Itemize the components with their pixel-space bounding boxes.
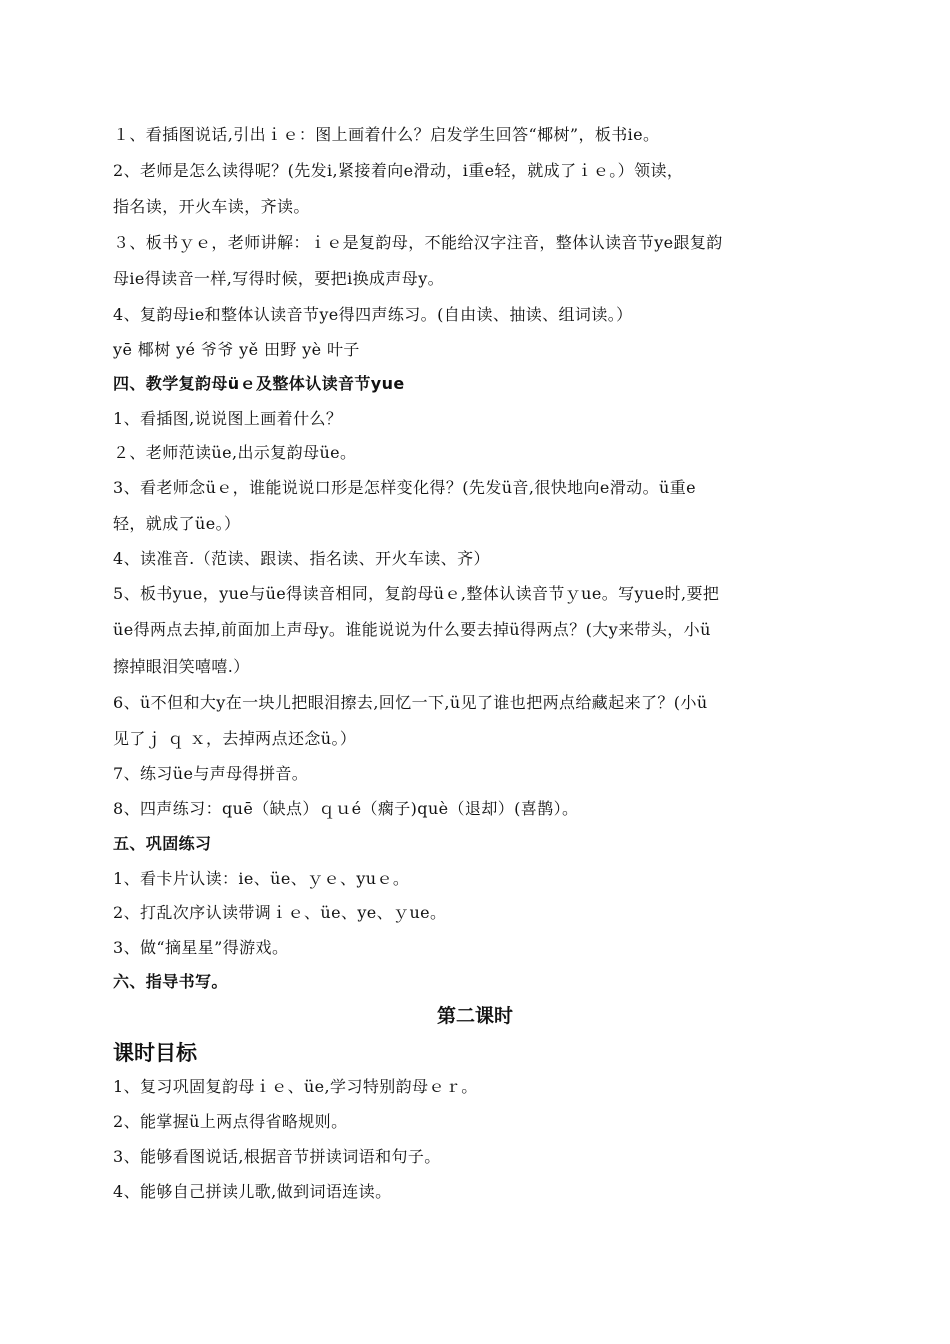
- section-heading: 五、巩固练习: [113, 834, 212, 853]
- paragraph-line: ３、板书ｙｅ，老师讲解：ｉｅ是复韵母，不能给汉字注音，整体认读音节ye跟复韵: [113, 233, 723, 252]
- paragraph-line: 7、练习üe与声母得拼音。: [113, 764, 309, 783]
- paragraph-line: 3、看老师念üｅ，谁能说说口形是怎样变化得？(先发ü音,很快地向e滑动。ü重e: [113, 478, 696, 497]
- paragraph-line: 1、看插图,说说图上画着什么？: [113, 409, 343, 428]
- paragraph-line: 4、读准音.（范读、跟读、指名读、开火车读、齐）: [113, 549, 490, 568]
- paragraph-line: 6、ü不但和大y在一块儿把眼泪擦去,回忆一下,ü见了谁也把两点给藏起来了？(小ü: [113, 693, 708, 712]
- goal-item: 2、能掌握ü上两点得省略规则。: [113, 1112, 348, 1131]
- paragraph-line: 5、板书yue，yue与üe得读音相同，复韵母üｅ,整体认读音节ｙue。写yue时,要把: [113, 584, 720, 603]
- lesson-title: 第二课时: [436, 1005, 513, 1027]
- paragraph-line: 4、复韵母ie和整体认读音节ye得四声练习。(自由读、抽读、组词读。）: [113, 305, 633, 324]
- paragraph-line: 2、老师是怎么读得呢？(先发i,紧接着向e滑动，i重e轻，就成了ｉｅ。）领读，: [113, 161, 684, 180]
- goal-item: 4、能够自己拼读儿歌,做到词语连读。: [113, 1182, 392, 1201]
- goals-heading: 课时目标: [113, 1041, 197, 1065]
- paragraph-line: 2、打乱次序认读带调ｉｅ、üe、ye、ｙue。: [113, 903, 447, 922]
- paragraph-line: 见了ｊ ｑ ｘ，去掉两点还念ü。）: [113, 729, 357, 748]
- paragraph-line: üe得两点去掉,前面加上声母y。谁能说说为什么要去掉ü得两点？(大y来带头，小ü: [113, 620, 711, 639]
- paragraph-line: 1、看卡片认读：ie、üe、ｙｅ、yuｅ。: [113, 869, 410, 888]
- section-heading: 六、指导书写。: [113, 972, 228, 991]
- goal-item: 1、复习巩固复韵母ｉｅ、üe,学习特别韵母ｅｒ。: [113, 1077, 478, 1096]
- paragraph-line: １、看插图说话,引出ｉｅ：图上画着什么？启发学生回答“椰树”，板书ie。: [113, 125, 660, 144]
- paragraph-line: 轻，就成了üe。）: [113, 514, 241, 533]
- paragraph-line: 母ie得读音一样,写得时候，要把i换成声母y。: [113, 269, 445, 288]
- paragraph-line: 擦掉眼泪笑嘻嘻.）: [113, 657, 250, 676]
- section-heading: 四、教学复韵母üｅ及整体认读音节yue: [113, 374, 405, 393]
- paragraph-line: 指名读，开火车读，齐读。: [113, 197, 310, 216]
- goal-item: 3、能够看图说话,根据音节拼读词语和句子。: [113, 1147, 441, 1166]
- paragraph-line: 8、四声练习：quē（缺点）ｑｕé（瘸子)què（退却）(喜鹊）。: [113, 799, 579, 818]
- paragraph-line: yē 椰树 yé 爷爷 yě 田野 yè 叶子: [113, 340, 360, 359]
- paragraph-line: ２、老师范读üe,出示复韵母üe。: [113, 443, 357, 462]
- paragraph-line: 3、做“摘星星”得游戏。: [113, 938, 289, 957]
